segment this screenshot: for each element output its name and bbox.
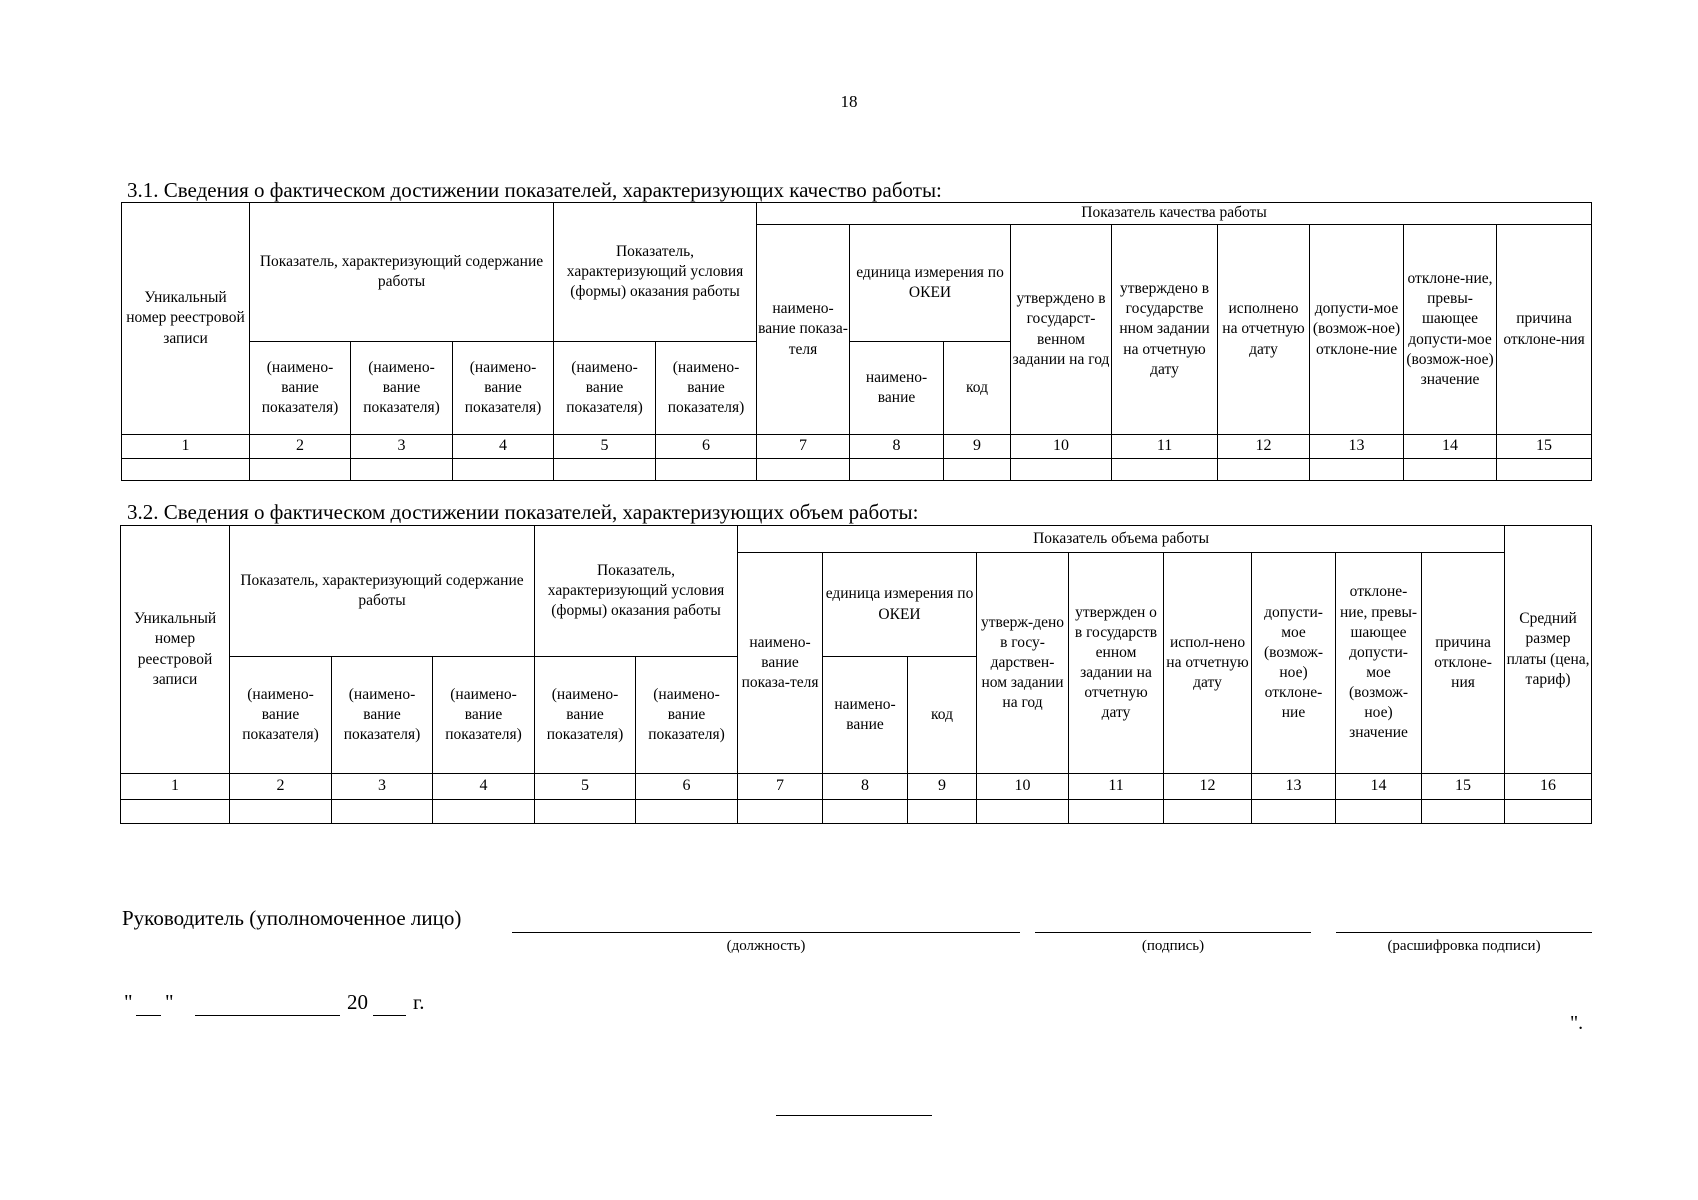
column-number: 10 xyxy=(1011,435,1112,459)
data-cell[interactable] xyxy=(738,800,823,824)
column-number: 15 xyxy=(1422,774,1505,800)
col-okei-unit-header: единица измерения по ОКЕИ xyxy=(823,553,977,657)
col-work-content-header: Показатель, характеризующий содержание работы xyxy=(230,526,535,657)
column-number: 9 xyxy=(944,435,1011,459)
column-number: 7 xyxy=(757,435,850,459)
position-line[interactable] xyxy=(512,932,1020,933)
sub-indicator-name: (наимено-вание показателя) xyxy=(332,657,433,774)
end-mark: ". xyxy=(1570,1012,1584,1034)
col-exceeding-deviation-header: отклоне-ние, превы-шающее допусти-мое (возмож-ное) значение xyxy=(1404,225,1497,435)
column-number: 8 xyxy=(850,435,944,459)
col-approved-date-header: утвержден о в государств енном задании на отчетную дату xyxy=(1069,553,1164,774)
column-number: 5 xyxy=(554,435,656,459)
column-number: 1 xyxy=(122,435,250,459)
data-cell[interactable] xyxy=(1164,800,1252,824)
date-close-quote: " xyxy=(165,990,174,1014)
data-cell[interactable] xyxy=(1252,800,1336,824)
col-deviation-reason-header: причина отклоне-ния xyxy=(1422,553,1505,774)
column-number: 11 xyxy=(1112,435,1218,459)
column-number: 14 xyxy=(1336,774,1422,800)
date-open-quote: " xyxy=(124,990,133,1014)
sub-indicator-name: (наимено-вание показателя) xyxy=(453,342,554,435)
col-unique-number-header: Уникальный номер реестровой записи xyxy=(122,203,250,435)
col-indicator-name-header: наимено-вание показа-теля xyxy=(757,225,850,435)
data-cell[interactable] xyxy=(433,800,535,824)
data-cell[interactable] xyxy=(757,459,850,481)
column-number: 10 xyxy=(977,774,1069,800)
column-number: 9 xyxy=(908,774,977,800)
col-unit-code-header: код xyxy=(908,657,977,774)
sub-indicator-name: (наимено-вание показателя) xyxy=(230,657,332,774)
column-number: 2 xyxy=(250,435,351,459)
column-number: 3 xyxy=(332,774,433,800)
sub-indicator-name: (наимено-вание показателя) xyxy=(250,342,351,435)
signature-caption: (подпись) xyxy=(1141,938,1205,954)
quality-indicators-table xyxy=(121,202,1592,481)
col-work-conditions-header: Показатель, характеризующий условия (формы) оказания работы xyxy=(554,203,757,342)
sub-indicator-name: (наимено-вание показателя) xyxy=(554,342,656,435)
year-prefix: 20 xyxy=(347,990,368,1014)
signature-decoding-caption: (расшифровка подписи) xyxy=(1387,938,1541,954)
signature-decoding-line[interactable] xyxy=(1336,932,1592,933)
column-number: 13 xyxy=(1252,774,1336,800)
section-3-2-title: 3.2. Сведения о фактическом достижении показателей, характеризующих объем работы: xyxy=(127,500,919,524)
column-number: 4 xyxy=(433,774,535,800)
column-number: 5 xyxy=(535,774,636,800)
month-blank[interactable] xyxy=(195,1015,340,1016)
signature-line[interactable] xyxy=(1035,932,1311,933)
data-cell[interactable] xyxy=(121,800,230,824)
data-cell[interactable] xyxy=(122,459,250,481)
table-row xyxy=(121,800,1592,824)
year-blank[interactable] xyxy=(373,1015,406,1016)
col-unit-name-header: наимено-вание xyxy=(850,342,944,435)
col-deviation-reason-header: причина отклоне-ния xyxy=(1497,225,1592,435)
column-number: 16 xyxy=(1505,774,1592,800)
data-cell[interactable] xyxy=(453,459,554,481)
column-number: 2 xyxy=(230,774,332,800)
data-cell[interactable] xyxy=(656,459,757,481)
column-number: 12 xyxy=(1164,774,1252,800)
sub-indicator-name: (наимено-вание показателя) xyxy=(636,657,738,774)
col-unique-number-header: Уникальный номер реестровой записи xyxy=(121,526,230,774)
column-number: 1 xyxy=(121,774,230,800)
col-allowed-deviation-header: допусти-мое (возмож-ное) отклоне-ние xyxy=(1252,553,1336,774)
footer-rule xyxy=(776,1115,932,1116)
data-cell[interactable] xyxy=(1404,459,1497,481)
col-exceeding-deviation-header: отклоне-ние, превы-шающее допусти-мое (возмож-ное) значение xyxy=(1336,553,1422,774)
data-cell[interactable] xyxy=(554,459,656,481)
column-number: 11 xyxy=(1069,774,1164,800)
col-approved-year-header: утверждено в государст-венном задании на год xyxy=(1011,225,1112,435)
data-cell[interactable] xyxy=(1218,459,1310,481)
column-number: 3 xyxy=(351,435,453,459)
table-row xyxy=(122,459,1592,481)
col-approved-year-header: утверж-дено в госу-дарствен-ном задании на год xyxy=(977,553,1069,774)
data-cell[interactable] xyxy=(1112,459,1218,481)
col-indicator-name-header: наимено-вание показа-теля xyxy=(738,553,823,774)
column-number: 4 xyxy=(453,435,554,459)
data-cell[interactable] xyxy=(823,800,908,824)
col-done-header: испол-нено на отчетную дату xyxy=(1164,553,1252,774)
col-okei-unit-header: единица измерения по ОКЕИ xyxy=(850,225,1011,342)
quality-indicator-group-header: Показатель качества работы xyxy=(757,203,1592,225)
data-cell[interactable] xyxy=(1310,459,1404,481)
column-number: 8 xyxy=(823,774,908,800)
data-cell[interactable] xyxy=(351,459,453,481)
data-cell[interactable] xyxy=(636,800,738,824)
sub-indicator-name: (наимено-вание показателя) xyxy=(351,342,453,435)
column-number: 13 xyxy=(1310,435,1404,459)
col-unit-code-header: код xyxy=(944,342,1011,435)
col-work-conditions-header: Показатель, характеризующий условия (формы) оказания работы xyxy=(535,526,738,657)
data-cell[interactable] xyxy=(977,800,1069,824)
column-number: 7 xyxy=(738,774,823,800)
data-cell[interactable] xyxy=(230,800,332,824)
data-cell[interactable] xyxy=(535,800,636,824)
column-number: 6 xyxy=(636,774,738,800)
data-cell[interactable] xyxy=(1011,459,1112,481)
volume-indicator-group-header: Показатель объема работы xyxy=(738,526,1505,553)
data-cell[interactable] xyxy=(850,459,944,481)
column-number: 14 xyxy=(1404,435,1497,459)
col-allowed-deviation-header: допусти-мое (возмож-ное) отклоне-ние xyxy=(1310,225,1404,435)
sub-indicator-name: (наимено-вание показателя) xyxy=(433,657,535,774)
data-cell[interactable] xyxy=(1069,800,1164,824)
section-3-1-title: 3.1. Сведения о фактическом достижении показателей, характеризующих качество работы: xyxy=(127,178,942,202)
signatory-label: Руководитель (уполномоченное лицо) xyxy=(122,906,462,930)
column-number: 15 xyxy=(1497,435,1592,459)
data-cell[interactable] xyxy=(908,800,977,824)
data-cell[interactable] xyxy=(1505,800,1592,824)
year-suffix: г. xyxy=(413,990,425,1014)
sub-indicator-name: (наимено-вание показателя) xyxy=(656,342,757,435)
volume-indicators-table xyxy=(120,525,1592,824)
data-cell[interactable] xyxy=(332,800,433,824)
page-number: 18 xyxy=(840,92,858,111)
col-done-header: исполнено на отчетную дату xyxy=(1218,225,1310,435)
data-cell[interactable] xyxy=(944,459,1011,481)
column-number: 12 xyxy=(1218,435,1310,459)
data-cell[interactable] xyxy=(1422,800,1505,824)
column-number: 6 xyxy=(656,435,757,459)
sub-indicator-name: (наимено-вание показателя) xyxy=(535,657,636,774)
day-blank[interactable] xyxy=(136,1015,161,1016)
data-cell[interactable] xyxy=(1336,800,1422,824)
data-cell[interactable] xyxy=(250,459,351,481)
col-approved-date-header: утверждено в государстве нном задании на отчетную дату xyxy=(1112,225,1218,435)
col-work-content-header: Показатель, характеризующий содержание работы xyxy=(250,203,554,342)
position-caption: (должность) xyxy=(726,938,806,954)
col-average-fee-header: Средний размер платы (цена, тариф) xyxy=(1505,526,1592,774)
data-cell[interactable] xyxy=(1497,459,1592,481)
col-unit-name-header: наимено-вание xyxy=(823,657,908,774)
